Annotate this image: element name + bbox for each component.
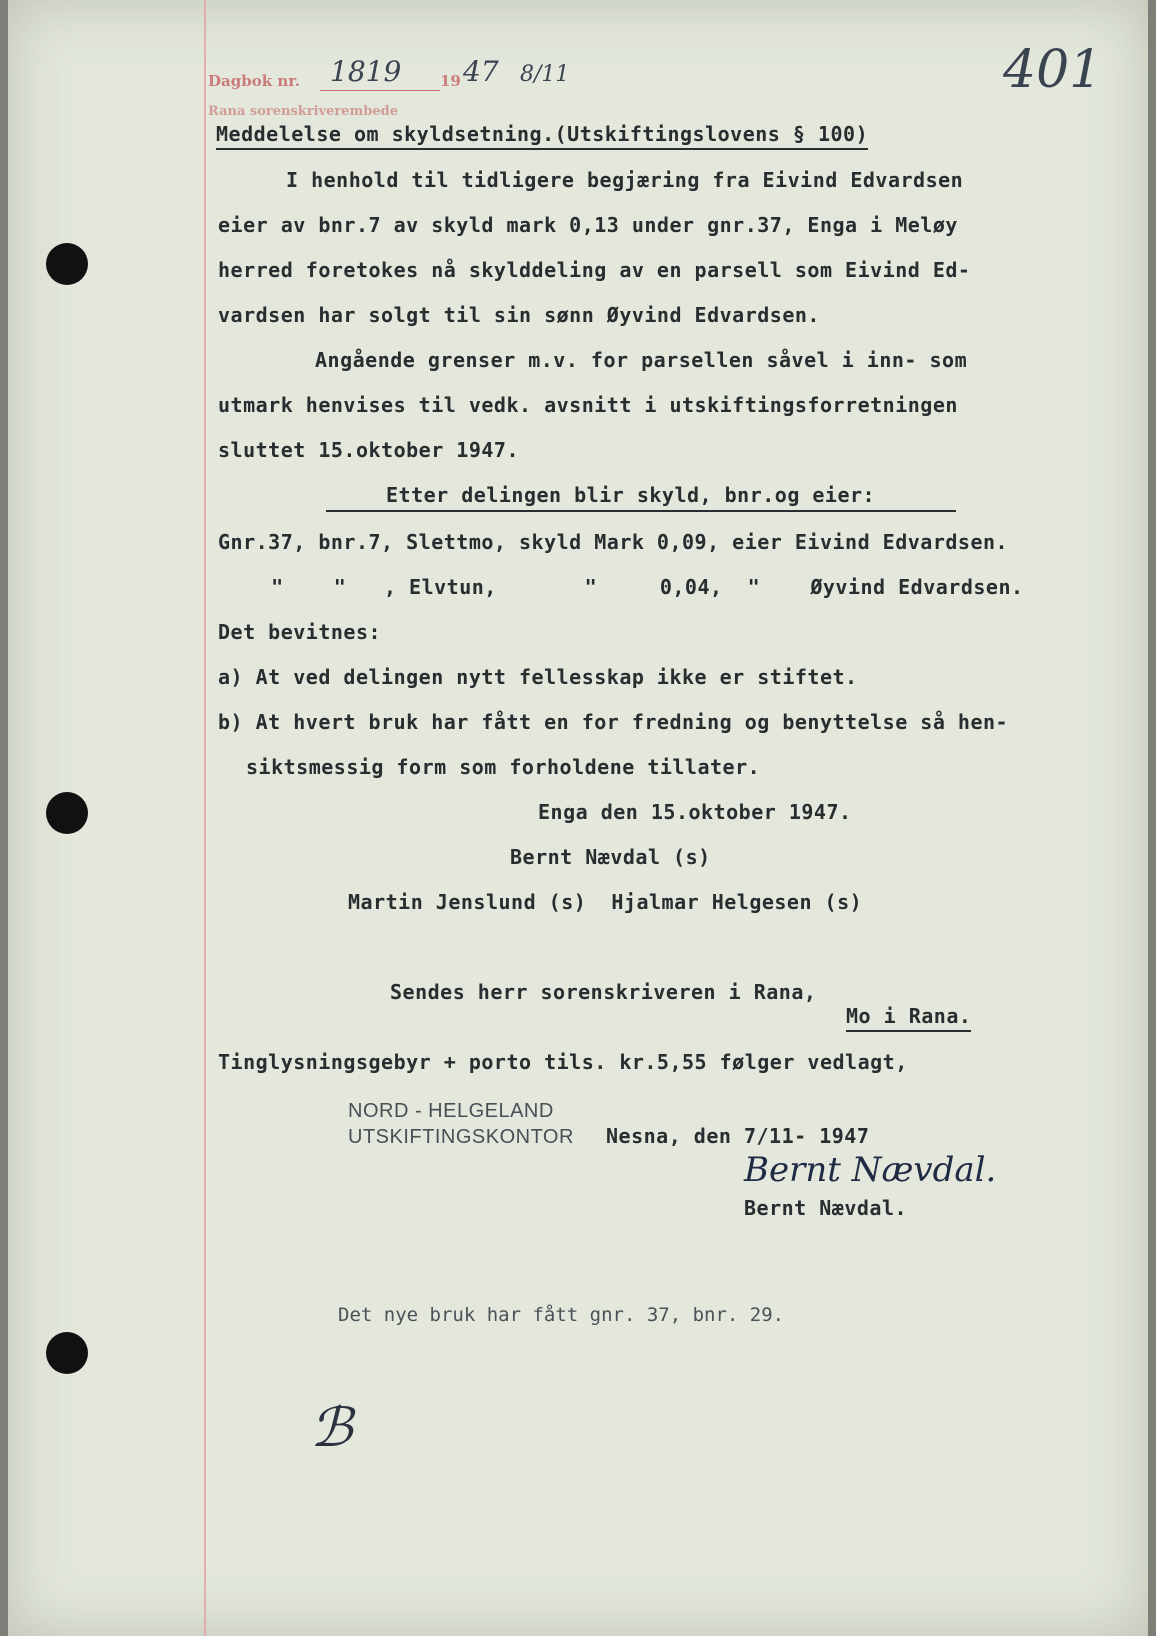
- punch-hole: [46, 1332, 88, 1374]
- footer-note: Det nye bruk har fått gnr. 37, bnr. 29.: [338, 1304, 785, 1326]
- signer-names: Martin Jenslund (s) Hjalmar Helgesen (s): [348, 890, 863, 914]
- certification-heading: Det bevitnes:: [218, 620, 382, 644]
- certification-item-b: b) At hvert bruk har fått en for fredning og benyttelse så hen-: [218, 710, 1009, 734]
- signing-place-date: Enga den 15.oktober 1947.: [538, 800, 852, 824]
- handwritten-signature: Bernt Nævdal.: [744, 1150, 997, 1190]
- dagbok-number: 1819: [330, 55, 402, 88]
- signer-name: Bernt Nævdal (s): [510, 845, 711, 869]
- office-name: NORD - HELGELAND: [348, 1100, 554, 1122]
- section-rule: [326, 510, 956, 512]
- office-stamp: Rana sorenskriverembede: [208, 104, 399, 119]
- certification-item-b-cont: siktsmessig form som forholdene tillater.: [246, 755, 761, 779]
- body-line: I henhold til tidligere begjæring fra Eivind Edvardsen: [286, 168, 964, 192]
- body-line: herred foretokes nå skylddeling av en parsell som Eivind Ed-: [218, 258, 971, 282]
- year-suffix: 47: [463, 55, 499, 88]
- typed-signature: Bernt Nævdal.: [744, 1196, 908, 1220]
- document-page: [8, 0, 1148, 1636]
- office-name: UTSKIFTINGSKONTOR: [348, 1126, 574, 1148]
- dagbok-rule: [320, 90, 440, 91]
- property-row: Gnr.37, bnr.7, Slettmo, skyld Mark 0,09, eier Eivind Edvardsen.: [218, 530, 1009, 554]
- fee-line: Tinglysningsgebyr + porto tils. kr.5,55 følger vedlagt,: [218, 1050, 908, 1074]
- punch-hole: [46, 243, 88, 285]
- year-prefix: 19: [440, 72, 461, 90]
- office-place-date: Nesna, den 7/11- 1947: [606, 1124, 870, 1148]
- body-line: sluttet 15.oktober 1947.: [218, 438, 519, 462]
- section-heading: Etter delingen blir skyld, bnr.og eier:: [386, 483, 876, 507]
- document-title: Meddelelse om skyldsetning.(Utskiftingslovens § 100): [216, 122, 868, 150]
- property-row: " " , Elvtun, " 0,04, " Øyvind Edvardsen.: [246, 575, 1024, 599]
- dispatch-destination: Mo i Rana.: [846, 1004, 971, 1032]
- body-line: Angående grenser m.v. for parsellen såvel i inn- som: [315, 348, 968, 372]
- punch-hole: [46, 792, 88, 834]
- margin-rule: [204, 0, 206, 1636]
- body-line: utmark henvises til vedk. avsnitt i utskiftingsforretningen: [218, 393, 958, 417]
- entry-date: 8/11: [520, 62, 570, 87]
- dagbok-label: Dagbok nr.: [208, 72, 300, 90]
- page-number: 401: [1003, 40, 1103, 100]
- body-line: vardsen har solgt til sin sønn Øyvind Edvardsen.: [218, 303, 820, 327]
- certification-item-a: a) At ved delingen nytt fellesskap ikke er stiftet.: [218, 665, 858, 689]
- body-line: eier av bnr.7 av skyld mark 0,13 under gnr.37, Enga i Meløy: [218, 213, 958, 237]
- handwritten-initials: ℬ: [310, 1396, 353, 1459]
- dispatch-line: Sendes herr sorenskriveren i Rana,: [390, 980, 817, 1004]
